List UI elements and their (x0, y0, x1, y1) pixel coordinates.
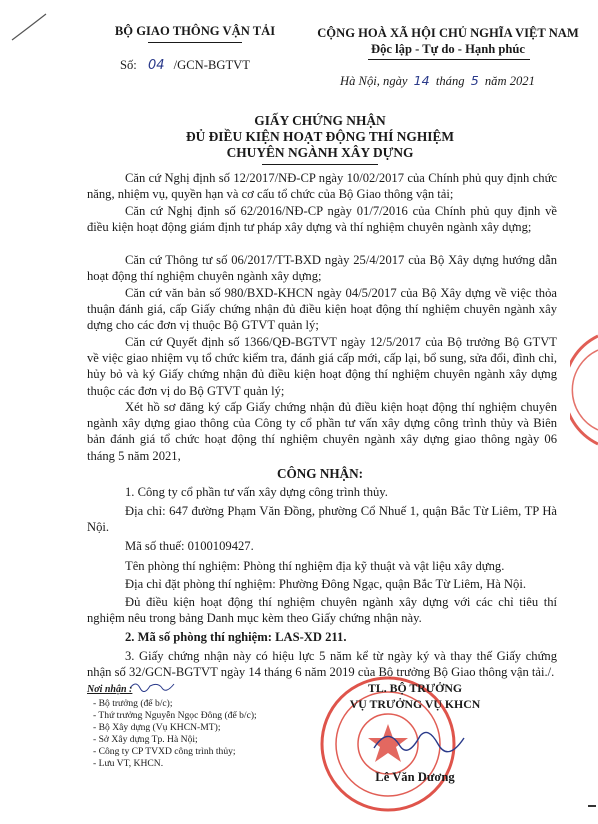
preamble-5: Căn cứ Quyết định số 1366/QĐ-BGTVT ngày 12/5/2017 của Bộ trưởng Bộ GTVT về việc giao nhiệm vụ tổ chức kiểm tra, đánh giá cấp mới, cấp lại, bổ sung, sửa đổi, đình chỉ, hủy bỏ và ký Giấy chứng nhận đủ điều kiện hoạt động thí nghiệm chuyên ngành xây dựng thuộc các đơn vị do Bộ GTVT quản lý; (87, 335, 557, 398)
recipient-6: - Lưu VT, KHCN. (93, 758, 164, 769)
title-line-1: GIẤY CHỨNG NHẬN (254, 113, 386, 128)
recognize-heading: CÔNG NHẬN: (276, 466, 364, 481)
motto: Độc lập - Tự do - Hạnh phúc (371, 42, 525, 56)
preamble-1: Căn cứ Nghị định số 12/2017/NĐ-CP ngày 10/02/2017 của Chính phủ quy định chức năng, nhiệm vụ, quyền hạn và cơ cấu tổ chức của Bộ Giao thông vận tải; (87, 171, 557, 202)
signature-title-2: VỤ TRƯỞNG VỤ KHCN (349, 697, 481, 711)
edge-seal (570, 330, 598, 450)
document-number: Số: 04 /GCN-BGTVT (120, 58, 250, 73)
initials-mark (128, 678, 176, 692)
recipient-2: - Thứ trưởng Nguyễn Ngọc Đông (để b/c); (93, 710, 257, 721)
company-address: Địa chỉ: 647 đường Phạm Văn Đồng, phường Cổ Nhuế 1, quận Bắc Từ Liêm, TP Hà Nội. (87, 504, 557, 535)
title-underline (262, 164, 378, 165)
signature-mark (368, 722, 468, 760)
lab-name: Tên phòng thí nghiệm: Phòng thí nghiệm địa kỹ thuật và vật liệu xây dựng. (125, 559, 505, 573)
preamble-2: Căn cứ Nghị định số 62/2016/NĐ-CP ngày 01/7/2016 của Chính phủ quy định về điều kiện hoạt động giám định tư pháp xây dựng và thí nghiệm chuyên ngành xây dựng; (87, 204, 557, 235)
ministry-name: BỘ GIAO THÔNG VẬN TẢI (114, 24, 276, 38)
item-3-validity: 3. Giấy chứng nhận này có hiệu lực 5 năm kể từ ngày ký và thay thế Giấy chứng nhận số 32/GCN-BGTVT ngày 14 tháng 6 năm 2019 của Bộ trưởng Bộ Giao thông vận tải./. (87, 649, 557, 680)
recipient-4: - Sở Xây dựng Tp. Hà Nội; (93, 734, 198, 745)
title-line-2: ĐỦ ĐIỀU KIỆN HOẠT ĐỘNG THÍ NGHIỆM (185, 129, 455, 144)
edge-mark (588, 805, 596, 807)
preamble-3: Căn cứ Thông tư số 06/2017/TT-BXD ngày 25/4/2017 của Bộ Xây dựng hướng dẫn hoạt động thí nghiệm chuyên ngành xây dựng; (87, 253, 557, 284)
signature-title-1: TL. BỘ TRƯỞNG (367, 681, 463, 695)
signer-name: Lê Văn Dương (375, 770, 455, 784)
motto-underline (368, 59, 530, 60)
recipient-5: - Công ty CP TVXD công trình thủy; (93, 746, 236, 757)
title-line-3: CHUYÊN NGÀNH XÂY DỰNG (226, 145, 414, 160)
item-2-lab-code: 2. Mã số phòng thí nghiệm: LAS-XD 211. (125, 630, 347, 644)
item-1-company: 1. Công ty cổ phần tư vấn xây dựng công trình thủy. (125, 485, 388, 499)
recipient-3: - Bộ Xây dựng (Vụ KHCN-MT); (93, 722, 221, 733)
ministry-underline (148, 42, 242, 43)
recipients-title: Nơi nhận : (87, 684, 133, 695)
country-name: CỘNG HOÀ XÃ HỘI CHỦ NGHĨA VIỆT NAM (317, 26, 579, 40)
eligibility: Đủ điều kiện hoạt động thí nghiệm chuyên ngành xây dựng với các chỉ tiêu thí nghiệm nêu trong bảng Danh mục kèm theo Giấy chứng nhận này. (87, 595, 557, 626)
tax-code: Mã số thuế: 0100109427. (125, 539, 254, 553)
pen-mark (8, 10, 50, 44)
preamble-4: Căn cứ văn bản số 980/BXD-KHCN ngày 04/5/2017 của Bộ Xây dựng về việc thỏa thuận đánh giá, cấp Giấy chứng nhận đủ điều kiện hoạt động thí nghiệm chuyên ngành xây dựng cho các đơn vị thuộc Bộ GTVT quản lý; (87, 286, 557, 333)
lab-address: Địa chỉ đặt phòng thí nghiệm: Phường Đông Ngạc, quận Bắc Từ Liêm, Hà Nội. (125, 577, 526, 591)
recipient-1: - Bộ trưởng (để b/c); (93, 698, 173, 709)
issue-date: Hà Nội, ngày 14 tháng 5 năm 2021 (340, 73, 535, 88)
preamble-6: Xét hồ sơ đăng ký cấp Giấy chứng nhận đủ điều kiện hoạt động thí nghiệm chuyên ngành xây dựng giao thông của Công ty cổ phần tư vấn xây dựng công trình thủy và Biên bản đánh giá tổ chức hoạt động thí nghiệm chuyên ngành xây dựng giao thông ngày 06 tháng 5 năm 2021, (87, 400, 557, 463)
